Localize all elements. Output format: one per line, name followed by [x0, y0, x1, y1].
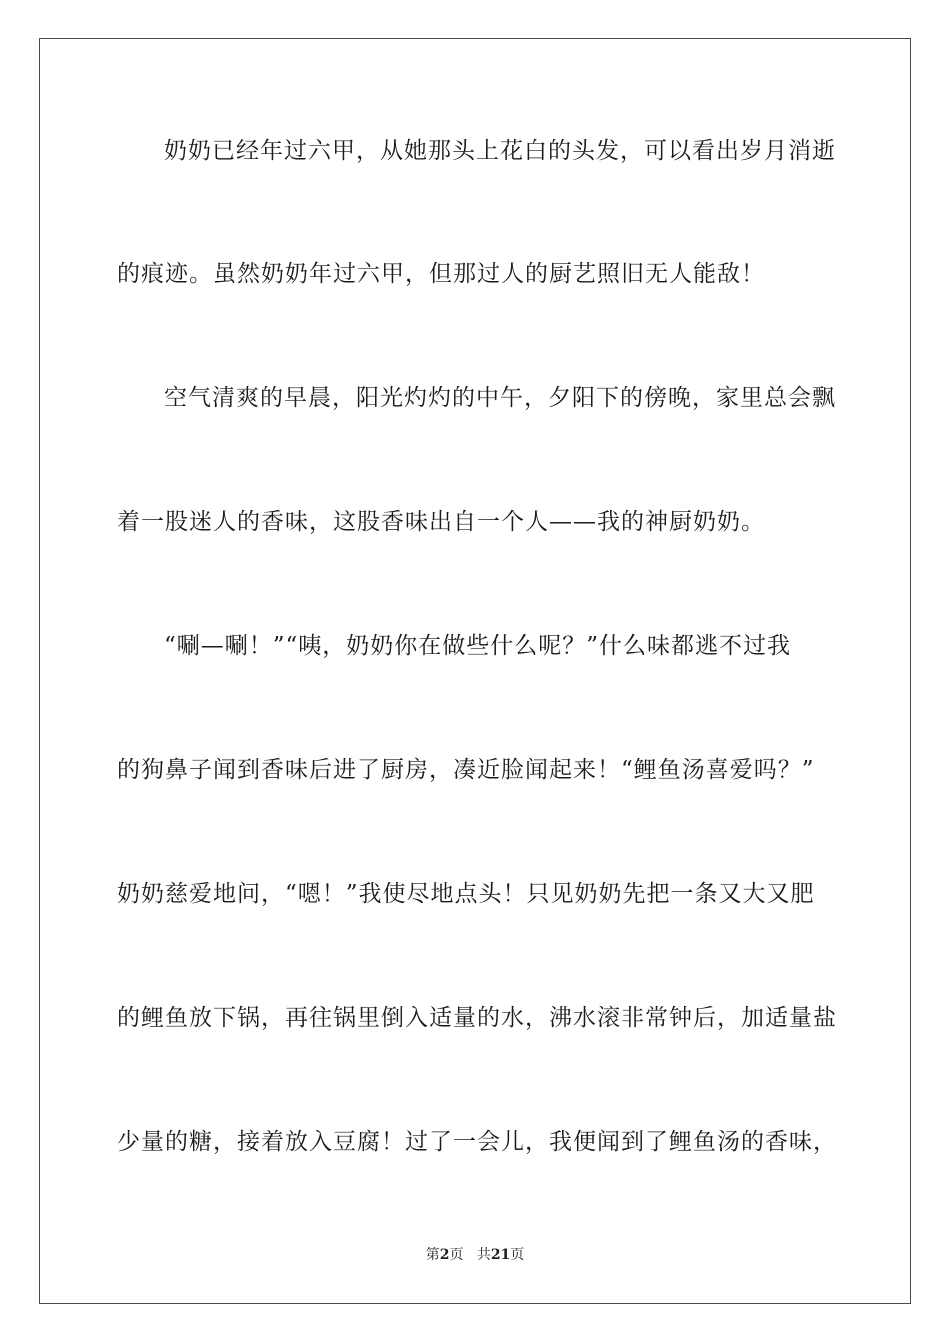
- paragraph-line: 的狗鼻子闻到香味后进了厨房，凑近脸闻起来！“鲤鱼汤喜爱吗？”: [117, 757, 815, 783]
- paragraph-line: 的鲤鱼放下锅，再往锅里倒入适量的水，沸水滚非常钟后，加适量盐: [117, 1005, 837, 1031]
- paragraph-line: 奶奶已经年过六甲，从她那头上花白的头发，可以看出岁月消逝: [164, 138, 836, 164]
- paragraph-line: 着一股迷人的香味，这股香味出自一个人——我的神厨奶奶。: [117, 509, 765, 535]
- paragraph-line: “唰—唰！”“咦，奶奶你在做些什么呢？”什么味都逃不过我: [164, 633, 792, 659]
- page-number: 2: [439, 1247, 450, 1263]
- paragraph-line: 奶奶慈爱地问，“嗯！”我使尽地点头！只见奶奶先把一条又大又肥: [117, 881, 815, 907]
- page-border: [39, 38, 911, 1304]
- page-prefix: 第: [425, 1247, 440, 1263]
- total-unit: 页: [510, 1247, 525, 1263]
- paragraph-line: 空气清爽的早晨，阳光灼灼的中午，夕阳下的傍晚，家里总会飘: [164, 385, 836, 411]
- total-prefix: 共: [476, 1247, 491, 1263]
- page-total: 21: [490, 1247, 511, 1263]
- paragraph-line: 少量的糖，接着放入豆腐！过了一会儿，我便闻到了鲤鱼汤的香味，: [117, 1129, 837, 1155]
- paragraph-line: 的痕迹。虽然奶奶年过六甲，但那过人的厨艺照旧无人能敌！: [117, 261, 765, 287]
- page-footer: [0, 1246, 950, 1264]
- page-unit: 页: [449, 1247, 464, 1263]
